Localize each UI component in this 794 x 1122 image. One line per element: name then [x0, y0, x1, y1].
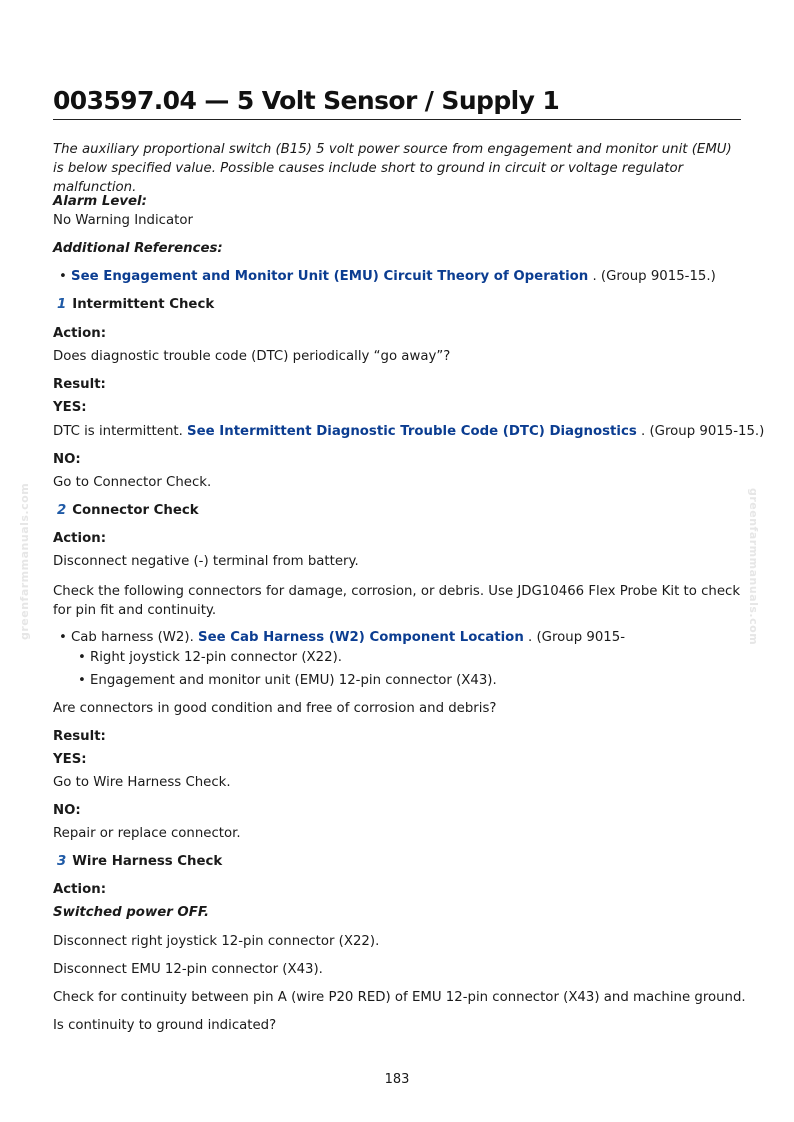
- watermark-left: greenfarmmanuals.com: [18, 482, 31, 640]
- step-1-yes-plain: DTC is intermittent.: [53, 424, 188, 439]
- description: The auxiliary proportional switch (B15) 5 volt power source from engagement and monitor unit (EMU) is below specified value. Possible causes include short to ground in circuit or voltage regulator malfunction.: [53, 142, 732, 195]
- page-title: 003597.04 — 5 Volt Sensor / Supply 1: [53, 86, 741, 120]
- step-2-yes-text: Go to Wire Harness Check.: [53, 775, 231, 790]
- step-2-number: 2: [57, 503, 67, 518]
- switched-power-note: Switched power OFF.: [53, 905, 210, 920]
- step-3-line-3: Check for continuity between pin A (wire P20 RED) of EMU 12-pin connector (X43) and machine ground.: [53, 990, 746, 1005]
- step-1-heading: [57, 297, 214, 312]
- step-3-heading: [57, 854, 222, 869]
- cab-harness-link[interactable]: See Cab Harness (W2) Component Location: [198, 630, 524, 645]
- step-1-action-label: Action:: [53, 326, 107, 341]
- reference-suffix: . (Group 9015-15.): [588, 269, 716, 284]
- alarm-level-value: No Warning Indicator: [53, 213, 193, 228]
- step-3-number: 3: [57, 854, 67, 869]
- step-1-no-label: NO:: [53, 452, 81, 467]
- step-3-action-label: Action:: [53, 882, 107, 897]
- step-1-result-label: Result:: [53, 377, 106, 392]
- step-1-yes-label: YES:: [53, 400, 87, 415]
- reference-item: [71, 269, 716, 284]
- step-2-result-label: Result:: [53, 729, 106, 744]
- watermark-right: greenfarmmanuals.com: [747, 488, 760, 646]
- step-2-action-text-2: Check the following connectors for damage, corrosion, or debris. Use JDG10466 Flex Probe Kit to check for pin fit and continuity.: [53, 584, 741, 618]
- intermittent-dtc-link[interactable]: See Intermittent Diagnostic Trouble Code (DTC) Diagnostics: [187, 424, 637, 439]
- step-3-title: Wire Harness Check: [72, 854, 223, 869]
- step-3-line-2: Disconnect EMU 12-pin connector (X43).: [53, 962, 323, 977]
- alarm-level-label: Alarm Level:: [53, 194, 147, 209]
- emu-theory-link[interactable]: See Engagement and Monitor Unit (EMU) Circuit Theory of Operation: [71, 269, 589, 284]
- cab-harness-item: [71, 630, 625, 645]
- step-2-yes-label: YES:: [53, 752, 87, 767]
- step-2-action-label: Action:: [53, 531, 107, 546]
- sub-item-x22: • Right joystick 12-pin connector (X22).: [90, 650, 342, 665]
- step-2-no-text: Repair or replace connector.: [53, 826, 241, 841]
- step-2-title: Connector Check: [72, 503, 199, 518]
- step-3-line-1: Disconnect right joystick 12-pin connector (X22).: [53, 934, 380, 949]
- step-3-line-4: Is continuity to ground indicated?: [53, 1018, 277, 1033]
- step-1-yes-suffix: . (Group 9015-15.): [636, 424, 765, 439]
- additional-references-label: Additional References:: [53, 241, 223, 256]
- step-2-question: Are connectors in good condition and free of corrosion and debris?: [53, 701, 497, 716]
- step-1-yes-text: [53, 424, 764, 439]
- step-2-heading: [57, 503, 199, 518]
- cab-harness-text: Cab harness (W2).: [71, 630, 199, 645]
- step-1-action-text: Does diagnostic trouble code (DTC) periodically “go away”?: [53, 349, 451, 364]
- page-number: 183: [384, 1072, 410, 1087]
- step-1-number: 1: [57, 297, 67, 312]
- step-1-no-text: Go to Connector Check.: [53, 475, 212, 490]
- step-2-action-text-1: Disconnect negative (-) terminal from battery.: [53, 554, 359, 569]
- sub-item-x43: • Engagement and monitor unit (EMU) 12-pin connector (X43).: [90, 673, 497, 688]
- step-1-title: Intermittent Check: [72, 297, 215, 312]
- step-2-no-label: NO:: [53, 803, 81, 818]
- cab-harness-suffix: . (Group 9015-: [523, 630, 626, 645]
